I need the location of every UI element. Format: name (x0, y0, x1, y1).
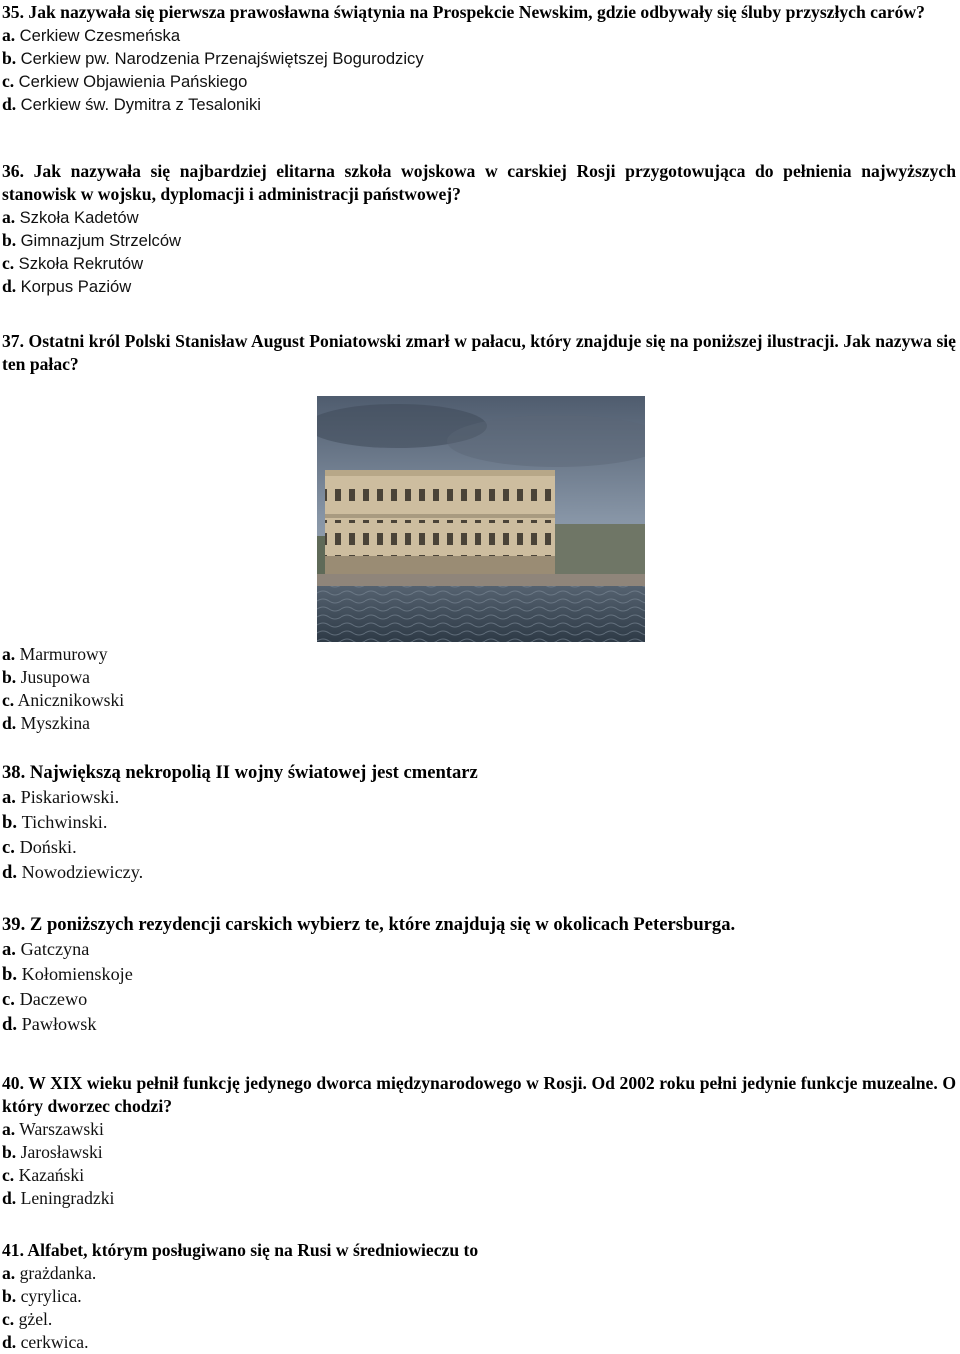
question-37-options (2, 643, 956, 735)
option-c[interactable] (2, 835, 956, 860)
option-letter: c. (2, 989, 15, 1010)
option-b[interactable] (2, 229, 956, 252)
option-letter: a. (2, 644, 16, 664)
option-text: Cerkiew pw. Narodzenia Przenajświętszej Bogurodzicy (20, 49, 424, 68)
option-letter: b. (2, 964, 17, 985)
question-title: 40. W XIX wieku pełnił funkcję jedynego dworca międzynarodowego w Rosji. Od 2002 roku pełni jedynie funkcje muzealne. O który dworzec chodzi? (2, 1073, 956, 1116)
palace-photo (317, 396, 645, 642)
option-letter: d. (2, 94, 17, 114)
option-a[interactable] (2, 24, 956, 47)
option-letter: c. (2, 837, 15, 858)
option-a[interactable] (2, 785, 956, 810)
option-letter: d. (2, 862, 17, 883)
option-text: Gimnazjum Strzelców (20, 231, 182, 250)
option-c[interactable] (2, 252, 956, 275)
option-text: Jusupowa (20, 667, 90, 687)
option-letter: a. (2, 1263, 16, 1283)
option-d[interactable] (2, 93, 956, 116)
option-letter: c. (2, 253, 15, 273)
option-letter: c. (2, 690, 15, 710)
option-letter: d. (2, 276, 17, 296)
question-35 (2, 1, 956, 116)
option-d[interactable] (2, 1012, 956, 1037)
option-text: Gatczyna (20, 939, 90, 959)
option-text: Cerkiew św. Dymitra z Tesaloniki (20, 95, 261, 114)
question-title: 41. Alfabet, którym posługiwano się na Rusi w średniowieczu to (2, 1240, 479, 1260)
option-letter: a. (2, 25, 16, 45)
option-letter: d. (2, 1014, 17, 1035)
option-b[interactable] (2, 962, 956, 987)
option-b[interactable] (2, 1285, 956, 1308)
option-d[interactable] (2, 1187, 956, 1210)
option-text: Leningradzki (20, 1188, 115, 1208)
option-text: Warszawski (19, 1119, 104, 1139)
option-text: Myszkina (20, 713, 90, 733)
option-letter: d. (2, 713, 17, 733)
option-a[interactable] (2, 643, 956, 666)
option-text: Korpus Paziów (20, 277, 132, 296)
option-letter: b. (2, 1286, 17, 1306)
option-b[interactable] (2, 1141, 956, 1164)
option-c[interactable] (2, 689, 956, 712)
option-text: Anicznikowski (17, 690, 125, 710)
question-41 (2, 1239, 956, 1354)
option-text: Cerkiew Objawienia Pańskiego (18, 72, 248, 91)
option-text: Pawłowsk (21, 1014, 97, 1034)
option-letter: a. (2, 207, 16, 227)
question-37 (2, 330, 956, 376)
option-text: Jarosławski (20, 1142, 103, 1162)
option-d[interactable] (2, 1331, 956, 1354)
question-36 (2, 160, 956, 298)
question-38 (2, 760, 956, 885)
option-d[interactable] (2, 860, 956, 885)
question-39 (2, 912, 956, 1037)
question-title: 35. Jak nazywała się pierwsza prawosławna świątynia na Prospekcie Newskim, gdzie odbywały się śluby przyszłych carów? (2, 2, 925, 22)
option-text: gżel. (18, 1309, 53, 1329)
option-text: Szkoła Rekrutów (18, 254, 144, 273)
option-letter: c. (2, 1165, 15, 1185)
option-text: Doński. (19, 837, 77, 857)
option-letter: b. (2, 812, 17, 833)
option-c[interactable] (2, 1308, 956, 1331)
option-text: Nowodziewiczy. (21, 862, 144, 882)
option-letter: a. (2, 1119, 16, 1139)
option-b[interactable] (2, 810, 956, 835)
option-letter: d. (2, 1188, 17, 1208)
question-title: 37. Ostatni król Polski Stanisław August Poniatowski zmarł w pałacu, który znajduje się na poniższej ilustracji. Jak nazywa się ten pałac? (2, 331, 956, 374)
question-title: 38. Największą nekropolią II wojny światowej jest cmentarz (2, 762, 478, 783)
option-d[interactable] (2, 712, 956, 735)
option-text: Cerkiew Czesmeńska (19, 26, 181, 45)
option-a[interactable] (2, 206, 956, 229)
option-a[interactable] (2, 1118, 956, 1141)
option-letter: a. (2, 939, 16, 960)
option-text: Kazański (18, 1165, 85, 1185)
option-text: grażdanka. (19, 1263, 97, 1283)
option-letter: c. (2, 71, 15, 91)
option-text: cerkwica. (20, 1332, 89, 1352)
option-b[interactable] (2, 666, 956, 689)
question-title: 39. Z poniższych rezydencji carskich wybierz te, które znajdują się w okolicach Petersburga. (2, 914, 736, 935)
option-b[interactable] (2, 47, 956, 70)
option-letter: c. (2, 1309, 15, 1329)
option-letter: b. (2, 1142, 17, 1162)
option-letter: b. (2, 48, 17, 68)
question-title: 36. Jak nazywała się najbardziej elitarna szkoła wojskowa w carskiej Rosji przygotowująca do pełnienia najwyższych stanowisk w wojsku, dyplomacji i administracji państwowej? (2, 161, 956, 204)
option-d[interactable] (2, 275, 956, 298)
option-a[interactable] (2, 1262, 956, 1285)
option-text: Piskariowski. (20, 787, 120, 807)
option-c[interactable] (2, 987, 956, 1012)
option-text: Marmurowy (19, 644, 108, 664)
option-text: Tichwinski. (21, 812, 108, 832)
option-text: Daczewo (19, 989, 88, 1009)
option-c[interactable] (2, 1164, 956, 1187)
option-letter: d. (2, 1332, 17, 1352)
option-letter: a. (2, 787, 16, 808)
option-letter: b. (2, 230, 17, 250)
option-text: cyrylica. (20, 1286, 82, 1306)
question-40 (2, 1072, 956, 1210)
option-c[interactable] (2, 70, 956, 93)
option-letter: b. (2, 667, 17, 687)
option-a[interactable] (2, 937, 956, 962)
option-text: Kołomienskoje (21, 964, 133, 984)
option-text: Szkoła Kadetów (19, 208, 139, 227)
